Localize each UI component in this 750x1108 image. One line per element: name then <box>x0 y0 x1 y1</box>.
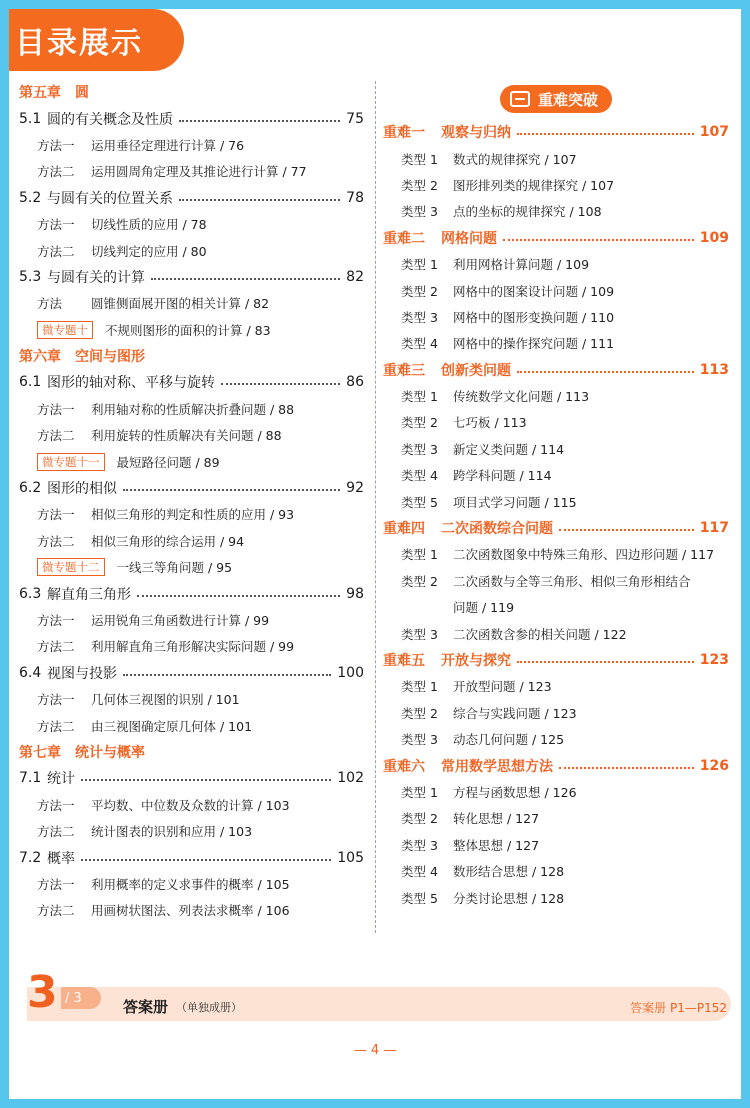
hard-topic-key: 重难四 <box>383 521 425 538</box>
section-title: 与圆有关的位置关系 <box>47 190 173 207</box>
type-text: 网格中的图形变换问题 / 110 <box>453 309 615 325</box>
micro-topic-text: 最短路径问题 / 89 <box>116 454 220 470</box>
hard-topic-title: 二次函数综合问题 <box>441 521 553 538</box>
method-label: 方法一 <box>37 137 75 153</box>
method-label: 方法二 <box>37 533 75 549</box>
method-row <box>19 132 364 158</box>
section-title: 与圆有关的计算 <box>47 269 145 286</box>
method-row <box>19 290 364 316</box>
type-label: 类型 1 <box>401 389 438 405</box>
method-row <box>19 871 364 897</box>
method-text: 相似三角形的判定和性质的应用 / 93 <box>91 507 295 523</box>
method-label: 方法一 <box>37 692 75 708</box>
toc-section-row <box>19 369 364 395</box>
type-label: 类型 1 <box>401 547 438 563</box>
section-title: 圆的有关概念及性质 <box>47 111 173 128</box>
method-text: 利用旋转的性质解决有关问题 / 88 <box>91 428 282 444</box>
hard-topic-key: 重难六 <box>383 758 425 775</box>
section-title: 视图与投影 <box>47 665 117 682</box>
hard-topic-row <box>383 752 729 778</box>
method-text: 利用解直角三角形解决实际问题 / 99 <box>91 639 295 655</box>
type-row <box>383 462 729 488</box>
method-row <box>19 897 364 923</box>
dot-leader <box>221 383 340 385</box>
type-text: 数式的规律探究 / 107 <box>453 151 577 167</box>
dot-leader <box>517 661 694 663</box>
section-page: 75 <box>346 110 364 127</box>
dot-leader <box>517 133 694 135</box>
type-text: 跨学科问题 / 114 <box>453 468 552 484</box>
book-icon <box>510 91 530 107</box>
type-text: 动态几何问题 / 125 <box>453 732 565 748</box>
chapter-heading: 第六章 空间与图形 <box>19 349 145 366</box>
type-text: 新定义类问题 / 114 <box>453 441 565 457</box>
section-number: 6.1 <box>19 374 42 391</box>
special-section-pill <box>500 85 612 113</box>
type-text: 传统数学文化问题 / 113 <box>453 389 590 405</box>
hard-topic-row <box>383 357 729 383</box>
hard-topic-row <box>383 515 729 541</box>
type-row <box>383 700 729 726</box>
method-text: 利用轴对称的性质解决折叠问题 / 88 <box>91 401 295 417</box>
special-section-header <box>383 79 729 119</box>
dot-leader <box>137 595 340 597</box>
method-label: 方法一 <box>37 876 75 892</box>
page <box>9 9 741 1099</box>
hard-topic-title: 创新类问题 <box>441 362 511 379</box>
method-text: 运用锐角三角函数进行计算 / 99 <box>91 613 270 628</box>
hard-topic-page: 107 <box>699 124 729 141</box>
section-number: 5.3 <box>19 268 42 285</box>
type-text: 二次函数含参的相关问题 / 122 <box>453 626 627 642</box>
section-number: 7.2 <box>19 849 42 866</box>
method-label: 方法二 <box>37 824 75 840</box>
micro-topic-tag: 微专题十二 <box>37 558 105 576</box>
hard-topic-page: 109 <box>699 229 729 246</box>
type-label: 类型 2 <box>401 811 438 827</box>
type-row <box>383 304 729 330</box>
method-row <box>19 607 364 633</box>
toc-section-row <box>19 105 364 131</box>
right-toc-list <box>383 119 729 911</box>
type-row <box>383 488 729 514</box>
type-label: 类型 3 <box>401 441 438 457</box>
method-text: 运用垂径定理进行计算 / 76 <box>91 137 245 153</box>
method-text: 利用概率的定义求事件的概率 / 105 <box>91 876 290 892</box>
answer-book-note: （单独成册） <box>176 1001 242 1014</box>
section-page: 98 <box>346 585 364 602</box>
method-label: 方法一 <box>37 613 75 628</box>
method-row <box>19 818 364 844</box>
method-text: 圆锥侧面展开图的相关计算 / 82 <box>91 296 270 312</box>
section-number: 6.2 <box>19 480 42 497</box>
method-row <box>19 422 364 448</box>
type-row <box>383 330 729 356</box>
toc-section-row <box>19 660 364 686</box>
section-title: 解直角三角形 <box>47 586 131 603</box>
type-row <box>383 277 729 303</box>
hard-topic-page: 113 <box>699 361 729 378</box>
type-label: 类型 1 <box>401 784 438 800</box>
method-label: 方法二 <box>37 639 75 655</box>
method-text: 切线判定的应用 / 80 <box>91 243 207 259</box>
type-label: 类型 2 <box>401 705 438 721</box>
type-text: 转化思想 / 127 <box>453 811 540 827</box>
type-text: 方程与函数思想 / 126 <box>453 784 577 800</box>
method-text: 平均数、中位数及众数的计算 / 103 <box>91 797 290 813</box>
method-row <box>19 792 364 818</box>
method-text: 用画树状图法、列表法求概率 / 106 <box>91 903 290 919</box>
answer-book-range: 答案册 P1—P152 <box>630 1001 727 1015</box>
dot-leader <box>123 489 340 491</box>
type-text: 七巧板 / 113 <box>453 415 527 431</box>
chapter-heading: 第五章 圆 <box>19 85 89 102</box>
type-row <box>383 832 729 858</box>
dot-leader <box>81 859 331 861</box>
micro-topic-tag: 微专题十 <box>37 321 93 339</box>
type-row <box>383 436 729 462</box>
type-text: 分类讨论思想 / 128 <box>453 890 565 906</box>
chapter-heading: 第七章 统计与概率 <box>19 744 145 761</box>
type-row <box>383 805 729 831</box>
type-label: 类型 4 <box>401 864 438 880</box>
method-label: 方法二 <box>37 243 75 259</box>
hard-topic-key: 重难三 <box>383 362 425 379</box>
type-text: 综合与实践问题 / 123 <box>453 705 577 721</box>
type-row <box>383 726 729 752</box>
hard-topic-page: 126 <box>699 757 729 774</box>
right-toc-column <box>383 79 729 911</box>
method-text: 切线性质的应用 / 78 <box>91 217 207 233</box>
type-label: 类型 2 <box>401 177 438 193</box>
type-label: 类型 5 <box>401 494 438 510</box>
method-row <box>19 158 364 184</box>
hard-topic-key: 重难一 <box>383 125 425 142</box>
toc-section-row <box>19 264 364 290</box>
method-row <box>19 633 364 659</box>
type-text: 项目式学习问题 / 115 <box>453 494 577 510</box>
type-row <box>383 620 729 646</box>
type-row <box>383 251 729 277</box>
hard-topic-row <box>383 647 729 673</box>
type-label: 类型 1 <box>401 679 438 695</box>
special-section-title: 重难突破 <box>537 90 598 109</box>
type-label: 类型 1 <box>401 151 438 167</box>
type-row <box>383 198 729 224</box>
method-text: 相似三角形的综合运用 / 94 <box>91 533 245 549</box>
method-row <box>19 712 364 738</box>
method-text: 由三视图确定原几何体 / 101 <box>91 718 253 734</box>
section-title: 图形的轴对称、平移与旋转 <box>47 375 215 392</box>
section-page: 102 <box>337 770 364 787</box>
hard-topic-title: 开放与探究 <box>441 653 511 669</box>
micro-topic-tag: 微专题十一 <box>37 453 105 471</box>
left-toc-column <box>19 79 364 924</box>
dot-leader <box>151 278 340 280</box>
type-row <box>383 409 729 435</box>
answer-book-title: 答案册 <box>123 998 169 1016</box>
method-row <box>19 686 364 712</box>
hard-topic-key: 重难五 <box>383 653 425 669</box>
dot-leader <box>179 199 340 201</box>
type-text: 网格中的图案设计问题 / 109 <box>453 283 615 299</box>
section-page: 78 <box>346 189 364 206</box>
type-text: 整体思想 / 127 <box>453 837 540 853</box>
method-label: 方法二 <box>37 903 75 919</box>
hard-topic-row <box>383 119 729 145</box>
type-text: 网格中的操作探究问题 / 111 <box>453 336 615 352</box>
section-title: 概率 <box>47 850 75 867</box>
section-page: 86 <box>346 374 364 391</box>
toc-section-row <box>19 185 364 211</box>
toc-section-row <box>19 844 364 870</box>
micro-topic-row <box>19 448 364 474</box>
toc-section-row <box>19 475 364 501</box>
type-label: 类型 4 <box>401 468 438 484</box>
dot-leader <box>559 767 694 769</box>
type-label: 类型 3 <box>401 837 438 853</box>
section-number: 5.2 <box>19 189 42 206</box>
method-label: 方法二 <box>37 164 75 180</box>
type-label: 类型 5 <box>401 890 438 906</box>
type-label: 类型 3 <box>401 732 438 748</box>
title-banner <box>9 9 184 71</box>
type-label: 类型 2 <box>401 415 438 431</box>
method-row <box>19 211 364 237</box>
method-row <box>19 528 364 554</box>
type-text: 数形结合思想 / 128 <box>453 864 565 880</box>
page-number: — 4 — <box>353 1043 397 1058</box>
banner-title: 目录展示 <box>15 26 143 61</box>
toc-section-row <box>19 580 364 606</box>
micro-topic-row <box>19 317 364 343</box>
type-row <box>383 383 729 409</box>
dot-leader <box>559 529 694 531</box>
section-page: 105 <box>337 849 364 866</box>
type-label: 类型 3 <box>401 309 438 325</box>
section-title: 图形的相似 <box>47 481 117 498</box>
method-label: 方法二 <box>37 718 75 734</box>
dot-leader <box>179 120 340 122</box>
dot-leader <box>503 239 694 241</box>
hard-topic-page: 117 <box>699 520 729 537</box>
hard-topic-title: 观察与归纳 <box>441 125 511 142</box>
type-text: 利用网格计算问题 / 109 <box>453 257 590 273</box>
method-text: 统计图表的识别和应用 / 103 <box>91 824 253 840</box>
type-text: 点的坐标的规律探究 / 108 <box>453 204 602 220</box>
micro-topic-text: 不规则图形的面积的计算 / 83 <box>105 322 271 338</box>
section-number: 5.1 <box>19 110 42 127</box>
hard-topic-page: 123 <box>699 652 729 668</box>
section-page: 100 <box>337 664 364 681</box>
micro-topic-row <box>19 554 364 580</box>
section-number: 6.4 <box>19 664 42 681</box>
method-label: 方法一 <box>37 797 75 813</box>
type-label: 类型 2 <box>401 573 438 589</box>
method-row <box>19 501 364 527</box>
dot-leader <box>517 371 694 373</box>
column-divider <box>375 81 376 933</box>
type-text: 二次函数与全等三角形、相似三角形相结合 <box>453 573 691 589</box>
answer-book-badge <box>27 967 107 1019</box>
type-row <box>383 172 729 198</box>
dot-leader <box>81 779 331 781</box>
method-label: 方法 <box>37 296 63 312</box>
type-label: 类型 1 <box>401 257 438 273</box>
section-title: 统计 <box>47 771 75 788</box>
type-row <box>383 541 729 567</box>
hard-topic-row <box>383 225 729 251</box>
hard-topic-key: 重难二 <box>383 230 425 247</box>
type-text: 图形排列类的规律探究 / 107 <box>453 177 615 193</box>
method-row <box>19 396 364 422</box>
hard-topic-title: 常用数学思想方法 <box>441 758 553 775</box>
dot-leader <box>123 674 331 676</box>
method-label: 方法一 <box>37 401 75 417</box>
type-label: 类型 2 <box>401 283 438 299</box>
type-label: 类型 3 <box>401 204 438 220</box>
type-row <box>383 779 729 805</box>
type-row <box>383 884 729 910</box>
hard-topic-title: 网格问题 <box>441 230 497 247</box>
type-text: 二次函数图象中特殊三角形、四边形问题 / 117 <box>453 547 715 563</box>
method-label: 方法一 <box>37 217 75 233</box>
type-text: 开放型问题 / 123 <box>453 679 552 695</box>
method-text: 运用圆周角定理及其推论进行计算 / 77 <box>91 164 307 180</box>
method-label: 方法一 <box>37 507 75 523</box>
type-row <box>383 673 729 699</box>
type-continuation: 问题 / 119 <box>453 600 515 616</box>
type-label: 类型 4 <box>401 336 438 352</box>
type-label: 类型 3 <box>401 626 438 642</box>
type-row <box>383 568 729 594</box>
section-page: 92 <box>346 480 364 497</box>
method-text: 几何体三视图的识别 / 101 <box>91 692 240 708</box>
section-page: 82 <box>346 268 364 285</box>
method-label: 方法二 <box>37 428 75 444</box>
type-row <box>383 145 729 171</box>
answer-book-number: 3 <box>27 967 58 1018</box>
method-row <box>19 237 364 263</box>
micro-topic-text: 一线三等角问题 / 95 <box>116 560 233 576</box>
type-row <box>383 858 729 884</box>
section-number: 6.3 <box>19 585 42 602</box>
section-number: 7.1 <box>19 770 42 787</box>
toc-section-row <box>19 765 364 791</box>
answer-book-total: / 3 <box>61 987 101 1009</box>
